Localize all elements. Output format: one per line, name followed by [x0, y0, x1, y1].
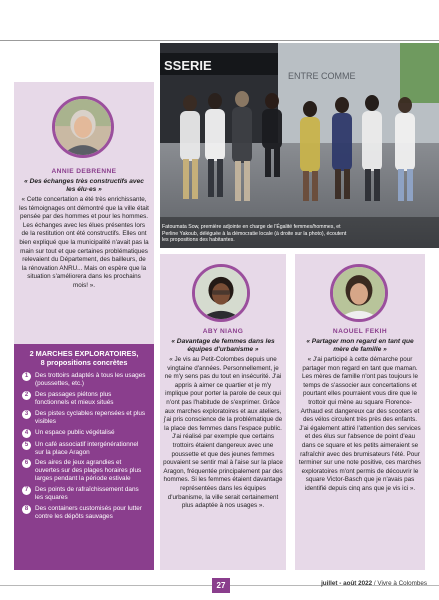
number-badge: 8	[22, 505, 31, 514]
footer-separator: /	[372, 580, 378, 587]
annie-quote-body: « Cette concertation a été très enrichissante, les témoignages ont démontré que la ville était pensée par des hommes et pour les hommes. Les échanges avec les élues présentes lors de la restitution ont été constructifs. Elles ont bien expliqué que la municipalité n'avait pas la main sur tout et que certaines problématiques relevaient du Département, des bailleurs, de la rénovation ANRU... Mais on espère que la situation s'améliorera dans les prochains mois! ».	[19, 196, 149, 289]
proposal-item	[22, 410, 146, 426]
number-badge: 2	[22, 391, 31, 400]
proposal-text: Des aires de jeux agrandies et ouvertes sur des plages horaires plus larges pendant la période estivale	[35, 459, 142, 483]
proposal-item	[22, 429, 146, 438]
marches-box	[14, 344, 154, 570]
aby-quote-body: « Je vis au Petit-Colombes depuis une vingtaine d'années. Personnellement, je ne m'y sens pas du tout en insécurité. J'ai appris à aimer ce quartier et je m'y implique pour porter la parole de ceux qui n'ont pas l'habitude de s'exprimer. Grâce aux marches exploratoires et aux ateliers, j'ai pris conscience de la problématique de la place des femmes dans l'espace public. J'ai réalisé par exemple que certains trottoirs étaient dangereux avec une poussette et que des jeunes femmes pouvaient se sentir mal à l'aise sur la place Aragon, fréquentée principalement par des hommes. Si les femmes étaient davantage représentées dans les équipes d'urbanisme, la ville serait certainement plus adaptée à nos usages ».	[163, 356, 283, 510]
shop-sign-right: ENTRE COMME	[288, 71, 356, 81]
proposal-item	[22, 486, 146, 502]
marches-title: 2 MARCHES EXPLORATOIRES,	[29, 349, 139, 358]
number-badge: 1	[22, 372, 31, 381]
proposal-item	[22, 372, 146, 388]
proposal-item	[22, 505, 146, 521]
proposal-text: Des pistes cyclables repensées et plus visibles	[35, 409, 146, 425]
aby-name: ABY NIANG	[202, 328, 244, 335]
number-badge: 4	[22, 429, 31, 438]
page-number: 27	[212, 578, 230, 593]
naouel-name: NAOUEL FEKIH	[332, 328, 388, 335]
proposals-list	[22, 372, 146, 521]
issue-date: juillet - août 2022	[321, 580, 373, 587]
annie-quote-title: « Des échanges très constructifs avec les élu·es »	[24, 178, 144, 194]
annie-portrait	[52, 96, 114, 158]
annie-name: ANNIE DEBRENNE	[51, 168, 117, 175]
number-badge: 6	[22, 459, 31, 468]
street-photo	[160, 43, 439, 248]
proposal-text: Des trottoirs adaptés à tous les usages (poussettes, etc.)	[35, 372, 146, 388]
photo-caption: Fatoumata Sow, première adjointe en charge de l'Égalité femmes/hommes, et Perline Yakoub, déléguée à la démocratie locale (à droite sur la photo), écoutent les propositions des habitantes.	[162, 224, 347, 244]
footer-publication-info	[321, 580, 427, 587]
naouel-quote-body: « J'ai participé à cette démarche pour partager mon regard en tant que maman. Les mères de famille n'ont pas toujours le temps de s'associer aux concertations et pourtant elles pourraient vous dire que le trottoir qui mène au square Florence-Arthaud est dangereux car des scooters et des vélos circulent très près des enfants. J'ai également attiré l'attention des services et des élus sur l'absence de point d'eau dans ce square et les petits aimeraient se rafraîchir avec des brumisateurs l'été. Pour terminer sur une note positive, ces marches exploratoires m'ont permis de découvrir le square Victor-Basch que je n'avais pas identifié depuis cinq ans que je vis ici ».	[298, 356, 422, 492]
proposal-text: Des points de rafraîchissement dans les squares	[35, 486, 139, 502]
shop-sign-left: SSERIE	[164, 58, 212, 73]
aby-quote-title: « Davantage de femmes dans les équipes d'urbanisme »	[171, 338, 275, 354]
marches-subtitle: 8 propositions concrètes	[40, 357, 128, 367]
proposal-item	[22, 441, 146, 457]
proposal-text: Un espace public végétalisé	[35, 428, 115, 436]
aby-portrait	[192, 264, 250, 322]
publication-name: Vivre à Colombes	[377, 580, 427, 587]
naouel-quote-title: « Partager mon regard en tant que mère de famille »	[306, 338, 414, 354]
number-badge: 3	[22, 410, 31, 419]
proposal-item	[22, 459, 146, 483]
proposal-item	[22, 391, 146, 407]
number-badge: 7	[22, 486, 31, 495]
number-badge: 5	[22, 441, 31, 450]
top-rule	[0, 40, 439, 41]
proposal-text: Des containers customisés pour lutter contre les dépôts sauvages	[35, 504, 142, 520]
proposal-text: Des passages piétons plus fonctionnels et mieux situés	[35, 391, 114, 406]
naouel-portrait	[330, 264, 388, 322]
proposal-text: Un café associatif intergénérationnel sur la place Aragon	[35, 440, 139, 456]
